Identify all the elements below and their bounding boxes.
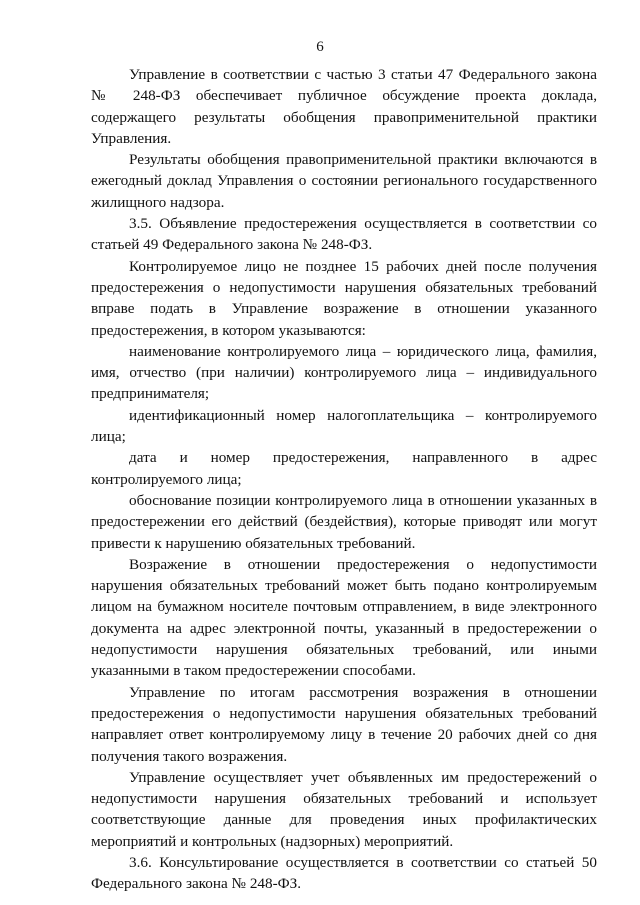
list-item-date-number: дата и номер предостережения, направленного в адрес контролируемого лица;: [91, 449, 597, 488]
page-number: 6: [316, 39, 324, 55]
paragraph-section-3-6: 3.6. Консультирование осуществляется в соответствии со статьей 50 Федерального закона № 248-ФЗ.: [91, 853, 597, 893]
document-body: [91, 64, 597, 895]
paragraph-objection-right: Контролируемое лицо не позднее 15 рабочих дней после получения предостережения о недопустимости нарушения обязательных требований вправе подать в Управление возражение в отношении указанного предостережения, в котором указываются:: [91, 257, 597, 339]
list-item-inn: идентификационный номер налогоплательщика – контролируемого лица;: [91, 406, 597, 446]
paragraph-annual-report: Результаты обобщения правоприменительной практики включаются в ежегодный доклад Управления о состоянии регионального государственного жилищного надзора.: [91, 151, 597, 211]
paragraph-objection-response: Управление по итогам рассмотрения возражения в отношении предостережения о недопустимости нарушения обязательных требований направляет ответ контролируемому лицу в течение 20 рабочих дней со дня получения такого возражения.: [91, 683, 597, 765]
list-item-justification: обоснование позиции контролируемого лица в отношении указанных в предостережении его действий (бездействия), которые приводят или могут привести к нарушению обязательных требований.: [91, 491, 597, 552]
paragraph-objection-submission: Возражение в отношении предостережения о недопустимости нарушения обязательных требований может быть подано контролируемым лицом на бумажном носителе почтовым отправлением, в виде электронного документа на адрес электронной почты, указанный в предостережении о недопустимости нарушения обязательных требований, или иными указанными в таком предостережении способами.: [91, 555, 597, 680]
paragraph-warnings-accounting: Управление осуществляет учет объявленных им предостережений о недопустимости нарушения обязательных требований и использует соответствующие данные для проведения иных профилактических мероприятий и контрольных (надзорных) мероприятий.: [91, 768, 597, 850]
paragraph-section-3-5: 3.5. Объявление предостережения осуществляется в соответствии со статьей 49 Федерального закона № 248-ФЗ.: [91, 215, 597, 254]
paragraph-public-discussion: Управление в соответствии с частью 3 статьи 47 Федерального закона № 248-ФЗ обеспечивает публичное обсуждение проекта доклада, содержащего результаты обобщения правоприменительной практики Управления.: [91, 66, 597, 147]
list-item-name: наименование контролируемого лица – юридического лица, фамилия, имя, отчество (при наличии) контролируемого лица – индивидуального предпринимателя;: [91, 342, 597, 403]
